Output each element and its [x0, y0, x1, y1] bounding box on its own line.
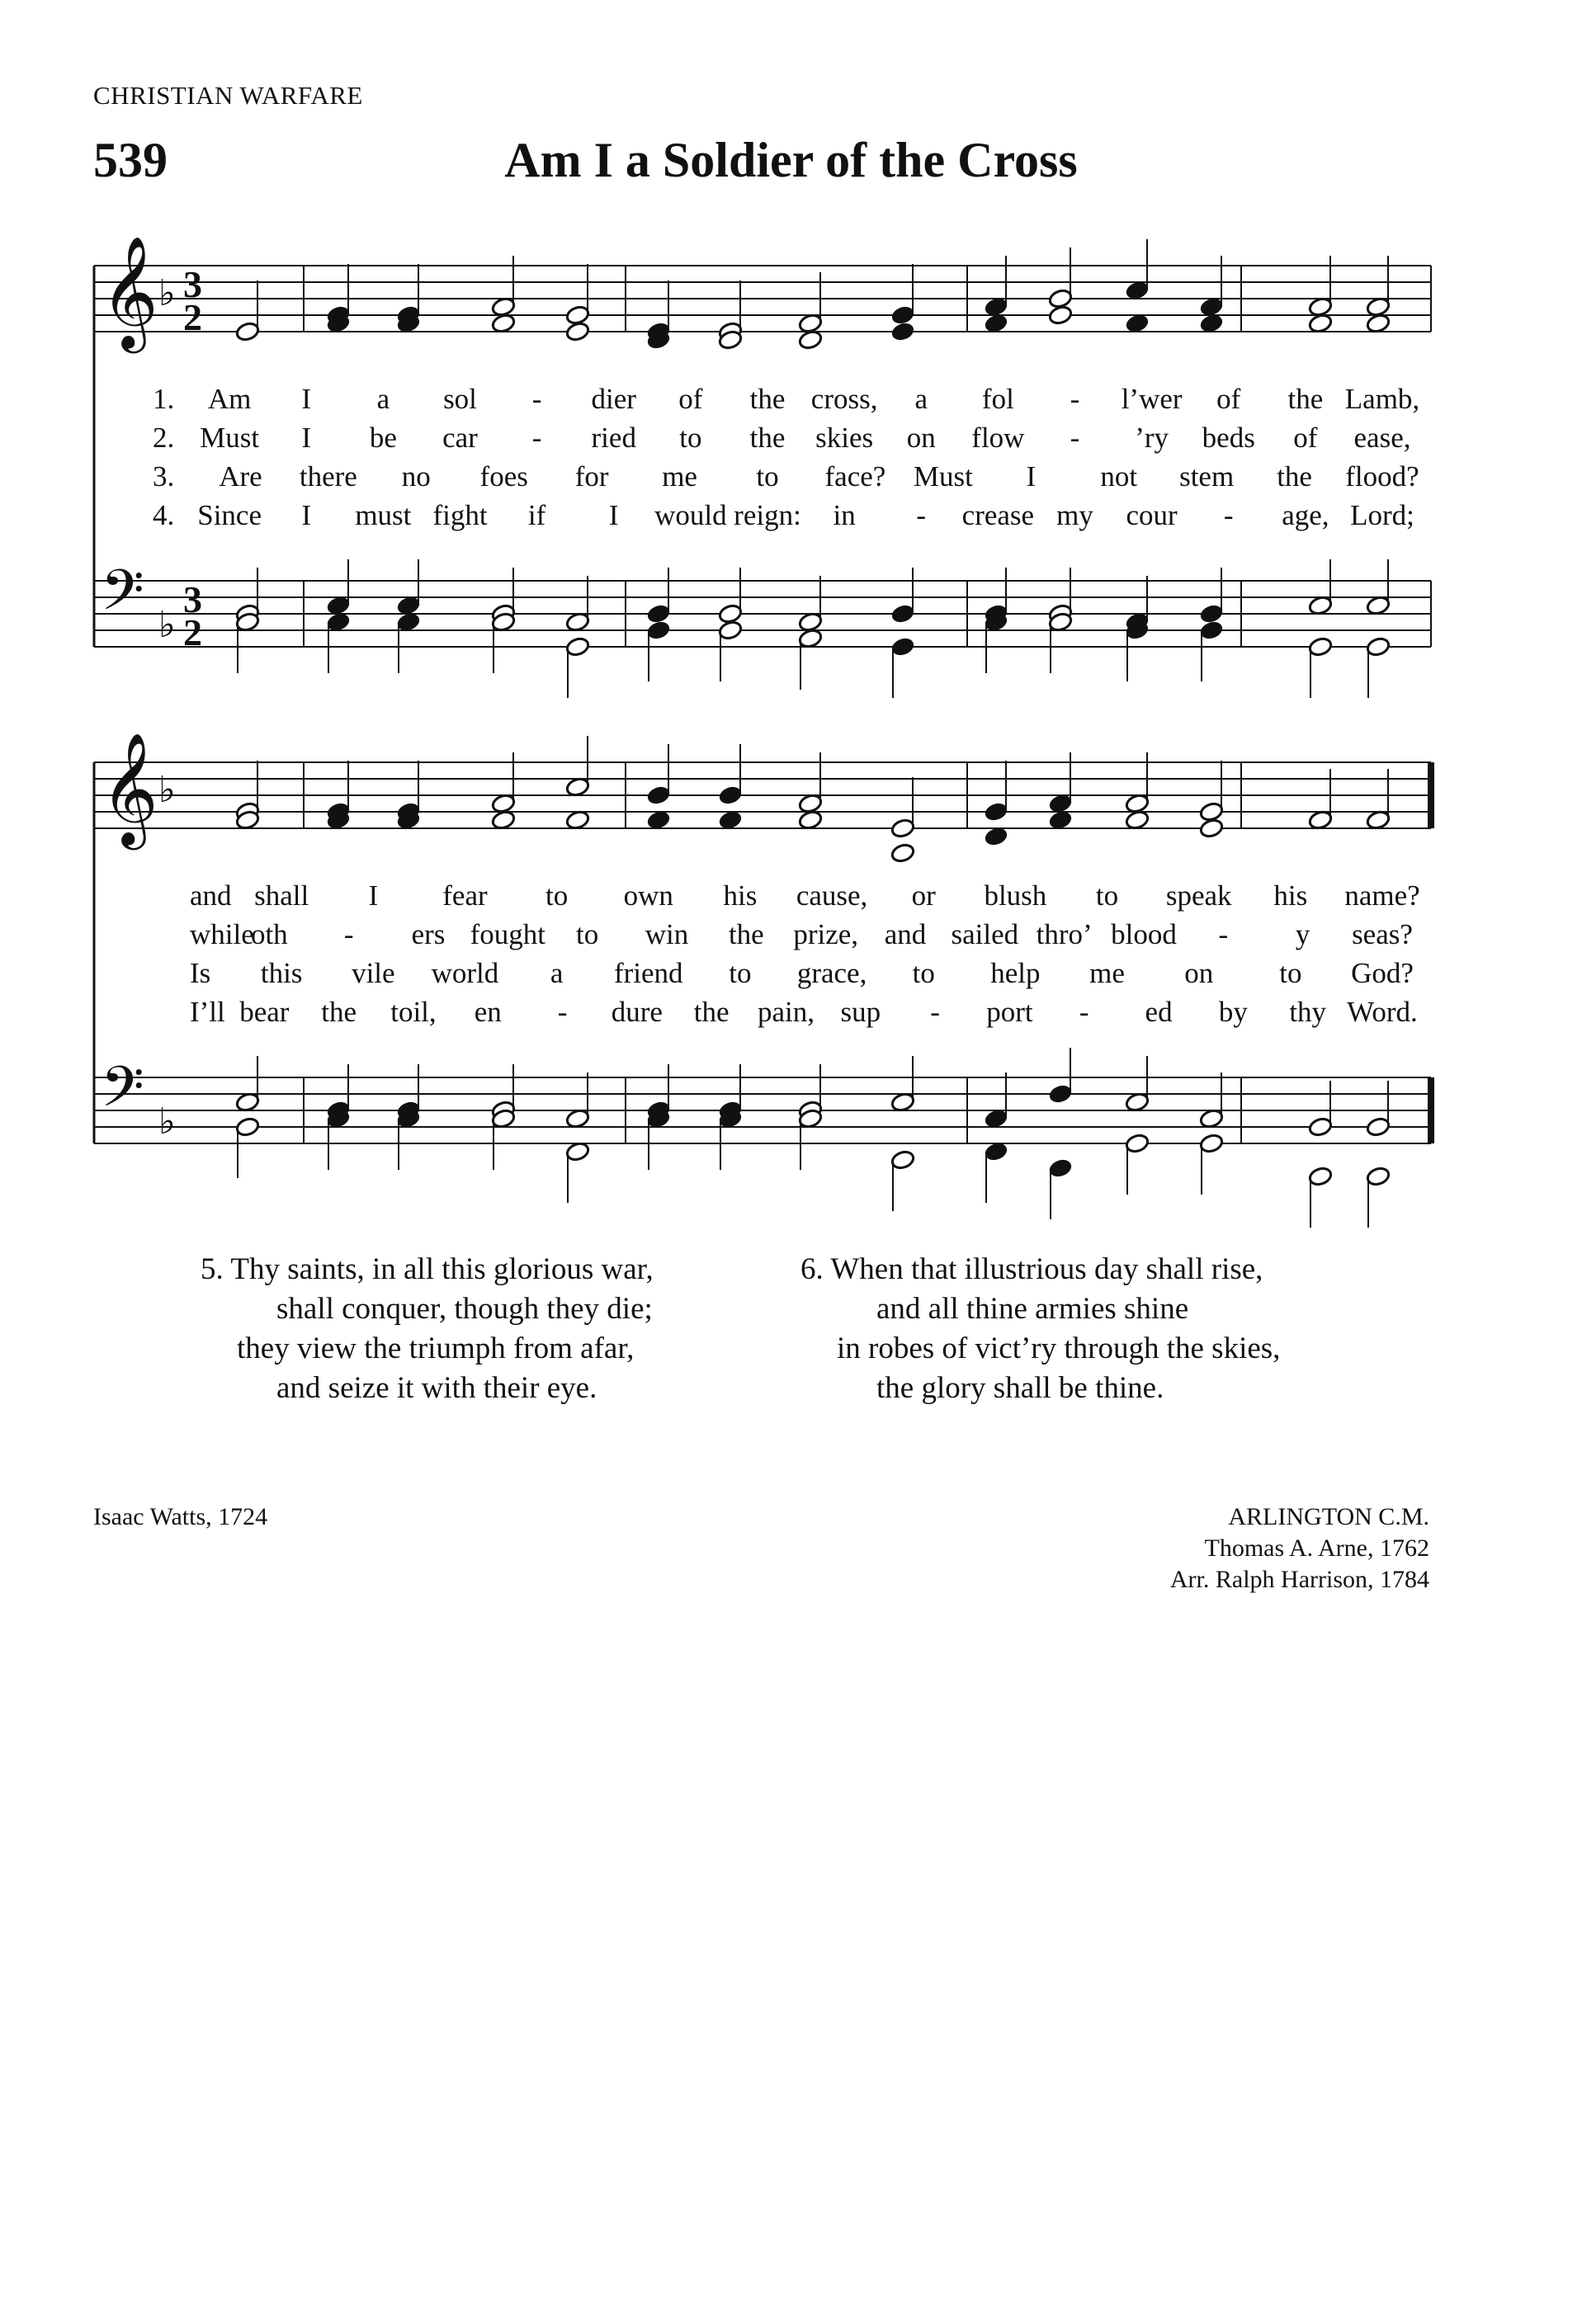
note-head — [718, 785, 744, 806]
lyric-syllable: blood — [1111, 918, 1177, 950]
note-head — [235, 1116, 261, 1138]
composer-credit: Thomas A. Arne, 1762 — [1204, 1534, 1429, 1562]
stanza-line: in robes of vict’ry through the skies, — [837, 1332, 1281, 1365]
note-head — [984, 801, 1009, 823]
lyric-syllable: to — [1279, 957, 1302, 989]
lyric-syllable: Must — [200, 422, 260, 454]
flat-icon: ♭ — [158, 1101, 176, 1143]
lyric-syllable: seas? — [1352, 918, 1413, 950]
lyric-syllable: in — [833, 499, 856, 531]
lyric-syllable: on — [1184, 957, 1214, 989]
lyric-syllable: to — [545, 879, 569, 912]
note-head — [1199, 801, 1225, 823]
lyric-syllable: to — [576, 918, 599, 950]
note-head — [646, 620, 672, 641]
note-head — [646, 785, 672, 806]
lyric-syllable: 4. — [153, 499, 175, 531]
lyric-syllable: me — [1089, 957, 1125, 989]
note-head — [890, 636, 916, 658]
lyric-syllable: by — [1218, 996, 1248, 1028]
lyric-syllable: stem — [1179, 460, 1235, 493]
note-head — [1048, 1083, 1074, 1105]
stanza-line: and seize it with their eye. — [276, 1371, 597, 1405]
stanza-5 — [201, 1250, 654, 1408]
lyric-syllable: I — [301, 499, 312, 531]
lyric-syllable: help — [990, 957, 1041, 989]
lyric-syllable: the — [693, 996, 730, 1028]
lyric-syllable: friend — [613, 957, 683, 989]
note-head — [890, 304, 916, 326]
lyric-syllable: en — [474, 996, 502, 1028]
note-head — [565, 304, 591, 326]
lyric-syllable: no — [401, 460, 431, 493]
note-head — [1048, 288, 1074, 309]
lyric-syllable: be — [369, 422, 397, 454]
lyric-syllable: Lamb, — [1344, 383, 1420, 415]
lyric-syllable: or — [911, 879, 936, 912]
lyric-syllable: shall — [254, 879, 309, 912]
lyric-syllable: win — [645, 918, 689, 950]
lyric-syllable: flood? — [1345, 460, 1419, 493]
lyric-syllable: blush — [984, 879, 1047, 912]
tune-name: ARLINGTON C.M. — [1228, 1503, 1429, 1530]
lyric-syllable: for — [574, 460, 609, 493]
lyric-syllable: to — [756, 460, 779, 493]
lyric-syllable: I — [301, 383, 312, 415]
hymn-number: 539 — [93, 133, 168, 187]
lyric-syllable: would — [654, 499, 727, 531]
lyric-syllable: - — [343, 918, 354, 950]
lyric-syllable: prize, — [793, 918, 859, 950]
bass-clef-icon: 𝄢 — [101, 559, 144, 637]
lyric-syllable: fol — [981, 383, 1014, 415]
lyric-syllable: vile — [352, 957, 395, 989]
lyric-syllable: Is — [190, 957, 211, 989]
lyric-syllable: speak — [1165, 879, 1232, 912]
hymn-title: Am I a Soldier of the Cross — [504, 133, 1078, 187]
lyric-syllable: to — [729, 957, 752, 989]
stanza-line: they view the triumph from afar, — [237, 1332, 635, 1365]
tune-credits — [1073, 1501, 1429, 1596]
note-head — [1048, 304, 1074, 326]
lyric-syllable: 3. — [153, 460, 175, 493]
lyric-syllable: ried — [591, 422, 636, 454]
lyric-syllable: and — [190, 879, 232, 912]
note-head — [1308, 1116, 1334, 1138]
lyric-syllable: to — [1095, 879, 1119, 912]
note-head — [1199, 1133, 1225, 1154]
bass-clef-icon: 𝄢 — [101, 1055, 144, 1134]
lyric-syllable: cour — [1126, 499, 1178, 531]
lyric-syllable: bear — [239, 996, 290, 1028]
lyric-syllable: cause, — [796, 879, 868, 912]
lyric-syllable: to — [912, 957, 935, 989]
lyric-syllable: ed — [1145, 996, 1173, 1028]
lyric-syllable: of — [1216, 383, 1241, 415]
note-head — [1308, 1166, 1334, 1187]
lyric-syllable: God? — [1351, 957, 1414, 989]
lyric-syllable: of — [1293, 422, 1318, 454]
note-head — [235, 321, 261, 342]
lyric-syllable: not — [1100, 460, 1138, 493]
lyric-syllable: 2. — [153, 422, 175, 454]
text-credit: Isaac Watts, 1724 — [93, 1503, 268, 1530]
lyric-syllable: fight — [432, 499, 488, 531]
lyric-syllable: the — [749, 422, 786, 454]
stanza-6 — [800, 1250, 1280, 1408]
stanza-line: shall conquer, though they die; — [276, 1292, 653, 1326]
lyric-syllable: Am — [207, 383, 252, 415]
lyric-syllable: thy — [1289, 996, 1327, 1028]
treble-clef-icon: 𝄞 — [101, 234, 158, 348]
lyric-syllable: car — [442, 422, 478, 454]
lyric-syllable: pain, — [757, 996, 815, 1028]
lyric-syllable: of — [678, 383, 703, 415]
lyric-syllable: - — [1070, 383, 1080, 415]
lyric-syllable: I — [368, 879, 379, 912]
lyric-syllable: his — [723, 879, 758, 912]
lyric-syllable: me — [662, 460, 697, 493]
lyric-syllable: Must — [913, 460, 973, 493]
stanza-number: 6. — [800, 1252, 824, 1286]
note-head — [890, 1149, 916, 1171]
lyric-syllable: - — [1079, 996, 1089, 1028]
lyric-syllable: must — [355, 499, 412, 531]
lyric-syllable: his — [1273, 879, 1308, 912]
note-head — [890, 321, 916, 342]
lyric-syllable: to — [679, 422, 702, 454]
time-signature-icon: 3 — [183, 263, 202, 305]
lyric-syllable: crease — [961, 499, 1035, 531]
lyric-syllable: Lord; — [1350, 499, 1414, 531]
lyric-syllable: port — [986, 996, 1033, 1028]
note-head — [1199, 620, 1225, 641]
lyric-syllable: 1. — [153, 383, 175, 415]
stanza-number: 5. — [201, 1252, 224, 1286]
lyric-syllable: beds — [1202, 422, 1255, 454]
note-head — [1199, 603, 1225, 625]
note-head — [718, 603, 744, 625]
lyric-syllable: reign: — [734, 499, 801, 531]
lyric-syllable: my — [1056, 499, 1093, 531]
lyric-syllable: age, — [1282, 499, 1329, 531]
lyric-syllable: ease, — [1353, 422, 1411, 454]
lyric-syllable: dier — [591, 383, 636, 415]
note-head — [1199, 818, 1225, 839]
lyric-syllable: ’ry — [1135, 422, 1169, 454]
lyric-syllable: - — [1070, 422, 1080, 454]
lyric-syllable: thro’ — [1036, 918, 1093, 950]
lyric-syllable: Word. — [1347, 996, 1418, 1028]
treble-clef-icon: 𝄞 — [101, 731, 158, 845]
lyric-syllable: the — [321, 996, 357, 1028]
arranger-credit: Arr. Ralph Harrison, 1784 — [1169, 1566, 1429, 1593]
lyric-syllable: name? — [1344, 879, 1420, 912]
time-signature-icon: 3 — [183, 578, 202, 620]
lyric-syllable: flow — [971, 422, 1025, 454]
lyric-syllable: cross, — [810, 383, 878, 415]
lyric-syllable: I — [608, 499, 619, 531]
note-head — [565, 321, 591, 342]
note-head — [890, 842, 916, 864]
note-head — [1366, 636, 1391, 658]
lyric-syllable: while — [190, 918, 254, 950]
lyric-syllable: a — [914, 383, 928, 415]
note-head — [1308, 636, 1334, 658]
lyric-syllable: I — [301, 422, 312, 454]
lyric-syllable: sailed — [951, 918, 1019, 950]
stanza-line: 5. Thy saints, in all this glorious war, — [201, 1252, 654, 1286]
lyric-syllable: - — [531, 383, 542, 415]
note-head — [565, 636, 591, 658]
lyric-syllable: - — [1223, 499, 1234, 531]
lyric-syllable: l’wer — [1121, 383, 1183, 415]
lyric-syllable: ers — [411, 918, 446, 950]
note-head — [1048, 1157, 1074, 1179]
flat-icon: ♭ — [158, 769, 176, 811]
lyric-syllable: - — [1218, 918, 1229, 950]
note-head — [1125, 1133, 1150, 1154]
lyric-syllable: I’ll — [190, 996, 225, 1028]
lyric-syllable: sup — [840, 996, 881, 1028]
lyric-syllable: skies — [815, 422, 874, 454]
lyric-syllable: a — [376, 383, 390, 415]
lyric-syllable: there — [299, 460, 357, 493]
flat-icon: ♭ — [158, 272, 176, 314]
lyric-syllable: the — [728, 918, 764, 950]
lyric-syllable: fought — [470, 918, 546, 950]
lyric-syllable: toil, — [390, 996, 437, 1028]
note-head — [718, 620, 744, 641]
lyric-syllable: the — [1287, 383, 1324, 415]
note-head — [1366, 1116, 1391, 1138]
lyric-syllable: dure — [611, 996, 663, 1028]
lyric-syllable: - — [930, 996, 940, 1028]
note-head — [646, 603, 672, 625]
lyric-syllable: grace, — [796, 957, 867, 989]
lyric-syllable: Since — [197, 499, 262, 531]
lyric-syllable: oth — [250, 918, 288, 950]
lyric-syllable: the — [749, 383, 786, 415]
lyric-syllable: the — [1277, 460, 1312, 493]
time-signature-icon: 2 — [183, 611, 202, 653]
lyric-syllable: y — [1295, 918, 1310, 950]
lyric-syllable: foes — [479, 460, 528, 493]
lyric-syllable: and — [884, 918, 927, 950]
lyric-syllable: world — [431, 957, 499, 989]
lyric-syllable: - — [916, 499, 927, 531]
lyric-syllable: Are — [219, 460, 262, 493]
lyric-syllable: I — [1026, 460, 1037, 493]
lyric-syllable: on — [906, 422, 936, 454]
lyric-syllable: own — [623, 879, 673, 912]
lyric-syllable: sol — [443, 383, 477, 415]
note-head — [890, 603, 916, 625]
lyric-syllable: this — [260, 957, 303, 989]
note-head — [890, 818, 916, 839]
section-label: CHRISTIAN WARFARE — [93, 81, 363, 110]
lyric-syllable: face? — [824, 460, 886, 493]
lyric-syllable: - — [531, 422, 542, 454]
stanza-line: 6. When that illustrious day shall rise, — [800, 1252, 1263, 1286]
lyric-syllable: a — [550, 957, 564, 989]
note-head — [1366, 1166, 1391, 1187]
flat-icon: ♭ — [158, 604, 176, 646]
time-signature-icon: 2 — [183, 296, 202, 338]
stanza-line: and all thine armies shine — [876, 1292, 1189, 1326]
lyric-syllable: if — [527, 499, 546, 531]
lyric-syllable: fear — [442, 879, 488, 912]
stanza-line: the glory shall be thine. — [876, 1371, 1164, 1405]
lyric-syllable: - — [557, 996, 568, 1028]
